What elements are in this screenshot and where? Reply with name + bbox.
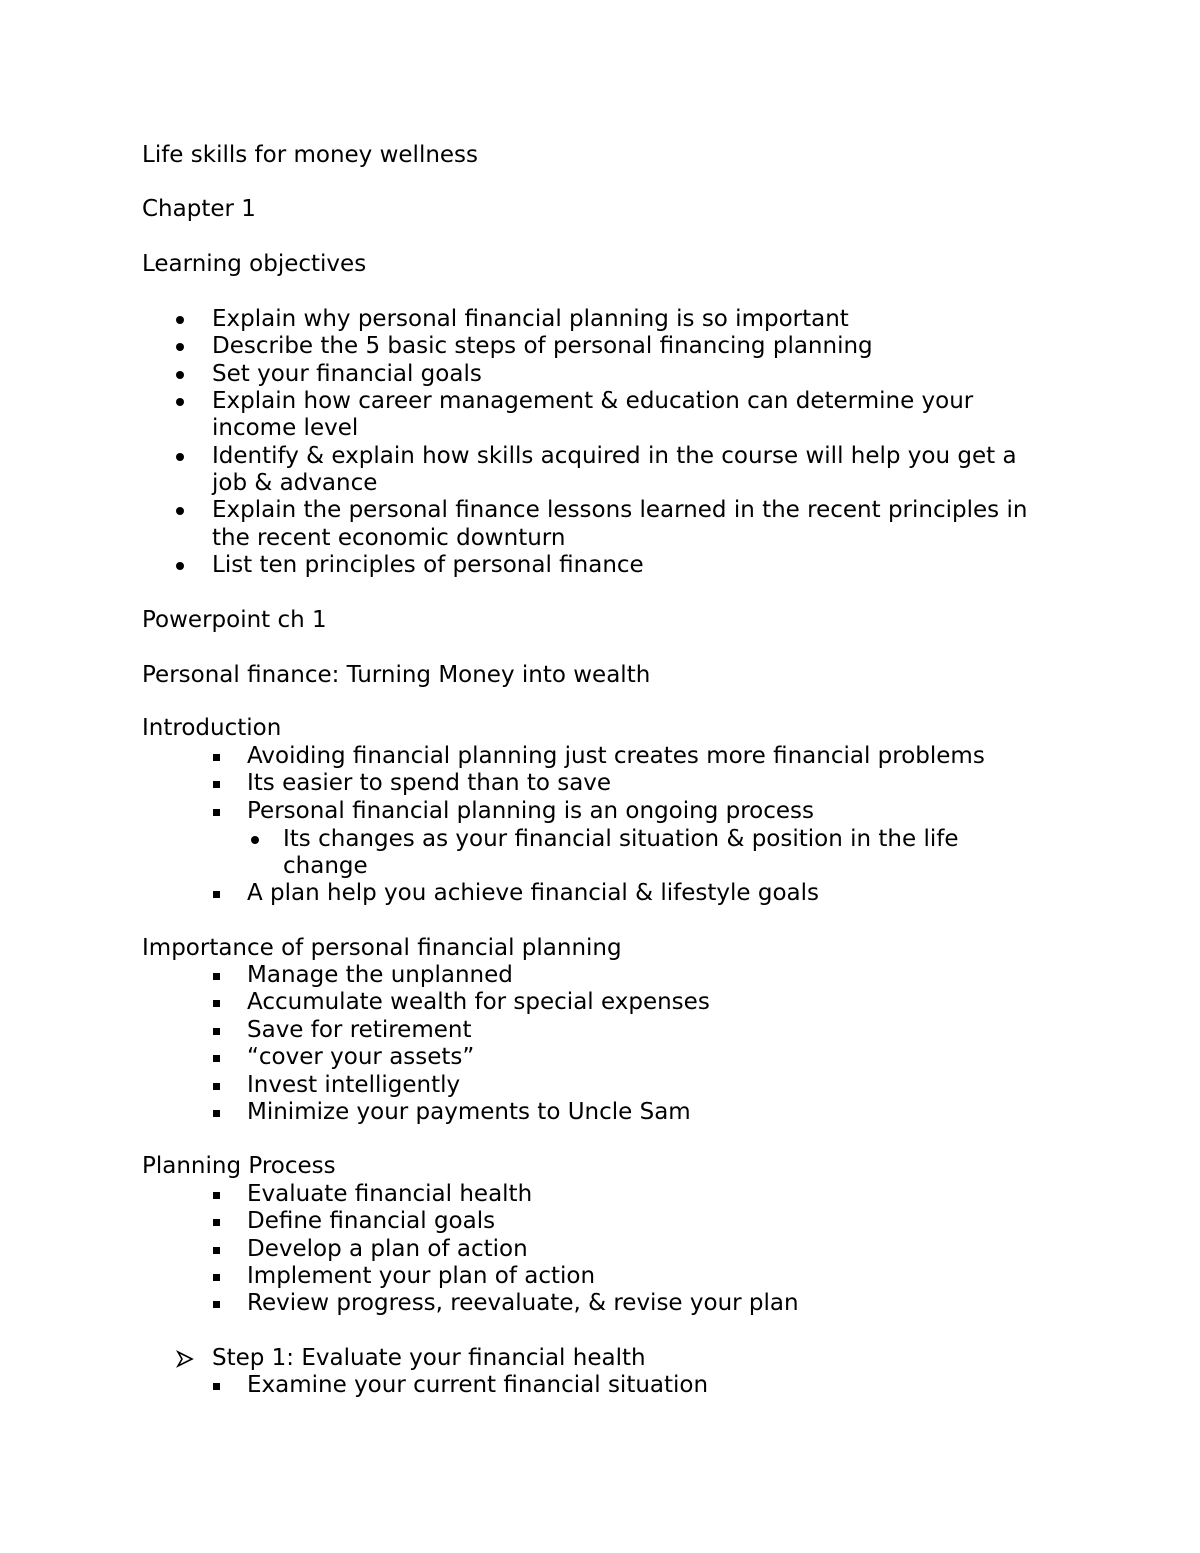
- square-bullet-icon: [213, 1301, 220, 1308]
- list-item: Develop a plan of action: [247, 1236, 528, 1262]
- document-title: Life skills for money wellness: [142, 142, 479, 168]
- list-item: Invest intelligently: [247, 1072, 461, 1098]
- list-item: Explain how career management & education can determine your: [212, 388, 974, 414]
- list-item: Evaluate financial health: [247, 1181, 533, 1207]
- list-item: A plan help you achieve financial & lifestyle goals: [247, 880, 819, 906]
- square-bullet-icon: [213, 1219, 220, 1226]
- list-item: Set your financial goals: [212, 361, 482, 387]
- list-item: Manage the unplanned: [247, 962, 513, 988]
- list-item: Describe the 5 basic steps of personal financing planning: [212, 333, 873, 359]
- list-item: Implement your plan of action: [247, 1263, 596, 1289]
- step-1-label: Step 1: Evaluate your financial health: [212, 1345, 646, 1371]
- list-item: Review progress, reevaluate, & revise your plan: [247, 1290, 799, 1316]
- list-item-continuation: job & advance: [212, 470, 378, 496]
- list-item: Its easier to spend than to save: [247, 770, 612, 796]
- objectives-heading: Learning objectives: [142, 251, 367, 277]
- list-item: Explain why personal financial planning is so important: [212, 306, 849, 332]
- list-item: List ten principles of personal finance: [212, 552, 644, 578]
- list-item: Accumulate wealth for special expenses: [247, 989, 710, 1015]
- list-item: Avoiding financial planning just creates more financial problems: [247, 743, 985, 769]
- square-bullet-icon: [213, 1055, 220, 1062]
- bullet-icon: [176, 562, 184, 570]
- square-bullet-icon: [213, 1247, 220, 1254]
- square-bullet-icon: [213, 754, 220, 761]
- list-item-continuation: the recent economic downturn: [212, 525, 566, 551]
- square-bullet-icon: [213, 809, 220, 816]
- powerpoint-heading: Powerpoint ch 1: [142, 607, 327, 633]
- importance-heading: Importance of personal financial planning: [142, 935, 622, 961]
- planning-process-heading: Planning Process: [142, 1153, 336, 1179]
- bullet-icon: [176, 371, 184, 379]
- list-item: Save for retirement: [247, 1017, 472, 1043]
- list-item-continuation: income level: [212, 415, 359, 441]
- bullet-icon: [176, 316, 184, 324]
- list-item: Personal financial planning is an ongoing process: [247, 798, 815, 824]
- arrowhead-bullet-icon: [176, 1350, 194, 1368]
- list-item: Explain the personal finance lessons learned in the recent principles in: [212, 497, 1028, 523]
- list-item: Minimize your payments to Uncle Sam: [247, 1099, 691, 1125]
- list-item: Examine your current financial situation: [247, 1372, 709, 1398]
- bullet-icon: [251, 836, 259, 844]
- square-bullet-icon: [213, 1110, 220, 1117]
- square-bullet-icon: [213, 891, 220, 898]
- square-bullet-icon: [213, 1000, 220, 1007]
- bullet-icon: [176, 398, 184, 406]
- bullet-icon: [176, 507, 184, 515]
- list-item: “cover your assets”: [247, 1044, 475, 1070]
- section-subtitle: Personal finance: Turning Money into wealth: [142, 662, 651, 688]
- sub-list-item: Its changes as your financial situation & position in the life: [283, 826, 959, 852]
- square-bullet-icon: [213, 1383, 220, 1390]
- bullet-icon: [176, 343, 184, 351]
- list-item: Define financial goals: [247, 1208, 496, 1234]
- introduction-heading: Introduction: [142, 715, 282, 741]
- bullet-icon: [176, 453, 184, 461]
- square-bullet-icon: [213, 1083, 220, 1090]
- chapter-label: Chapter 1: [142, 196, 256, 222]
- square-bullet-icon: [213, 1274, 220, 1281]
- square-bullet-icon: [213, 973, 220, 980]
- square-bullet-icon: [213, 1192, 220, 1199]
- sub-list-item-continuation: change: [283, 853, 368, 879]
- list-item: Identify & explain how skills acquired in the course will help you get a: [212, 443, 1017, 469]
- square-bullet-icon: [213, 781, 220, 788]
- square-bullet-icon: [213, 1028, 220, 1035]
